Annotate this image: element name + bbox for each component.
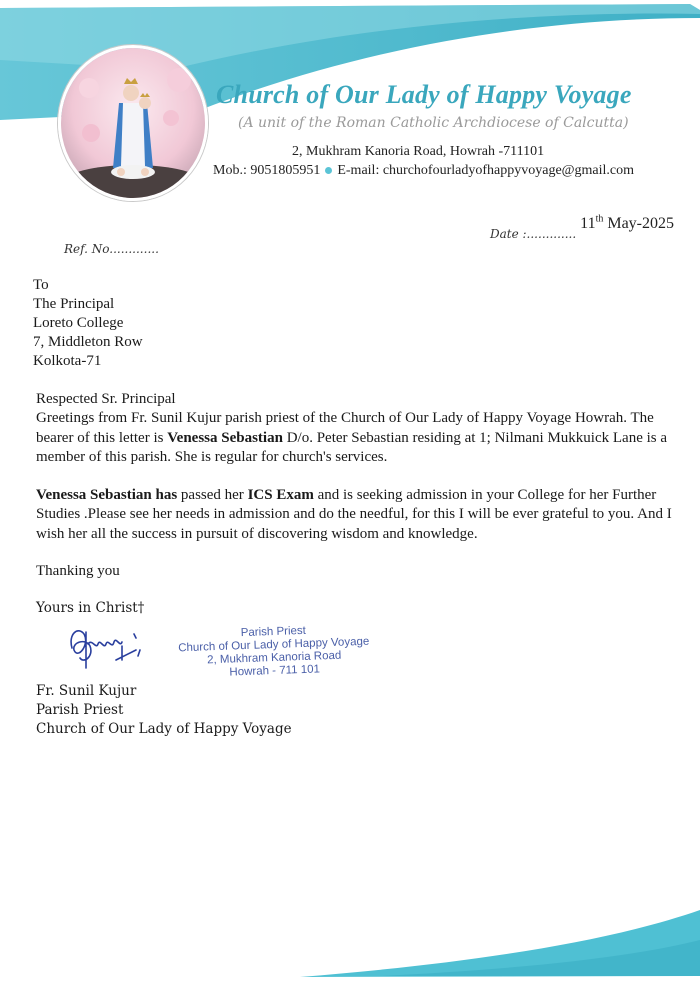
recipient-line: The Principal (33, 296, 115, 312)
madonna-medallion-image (58, 45, 208, 201)
exam-name: ICS Exam (247, 486, 314, 503)
stamp-line: Howrah - 711 101 (229, 663, 321, 679)
organization-contact (213, 163, 634, 179)
signer-block (36, 682, 678, 739)
organization-address: 2, Mukhram Kanoria Road, Howrah -711101 (292, 144, 545, 159)
recipient-line: Kolkota-71 (33, 353, 102, 369)
parish-priest-stamp (173, 623, 375, 682)
thanks-line: Thanking you (36, 563, 120, 579)
stamp-line: Church of Our Lady of Happy Voyage (178, 635, 370, 655)
bullet-dot-icon (325, 167, 332, 174)
date-day: 11 (580, 215, 596, 232)
stamp-line: Parish Priest (240, 624, 307, 640)
signature-area (36, 620, 678, 680)
email-address: E-mail: churchofourladyofhappyvoyage@gmail.com (337, 163, 635, 178)
paragraph-text: and is seeking admission in your College for her Further Studies .Please see her needs in admission and do the needful, for this I will be ever grateful to you. And I wish her all the success in pursuit of discovering wisdom and knowledge. (36, 486, 672, 542)
date-month-year: May-2025 (603, 215, 674, 232)
signer-name: Fr. Sunil Kujur (36, 683, 137, 699)
student-name: Venessa Sebastian (167, 429, 283, 446)
date-row (490, 213, 674, 242)
reference-number: Ref. No............. (64, 242, 159, 256)
signer-organization: Church of Our Lady of Happy Voyage (36, 721, 292, 737)
date-value (580, 214, 674, 234)
body-paragraph-1 (36, 409, 678, 468)
recipient-line: To (33, 277, 49, 293)
body-paragraph-2 (36, 486, 678, 545)
organization-subtitle: (A unit of the Roman Catholic Archdiocese of Calcutta) (238, 115, 629, 131)
letter-body (36, 390, 678, 739)
stamp-line: 2, Mukhram Kanoria Road (206, 649, 342, 667)
paragraph-text: passed her (177, 486, 248, 503)
paragraph-text: Greetings from Fr. Sunil Kujur parish priest of the Church of Our Lady of Happy Voyage Howrah. The bearer of this letter is (36, 410, 654, 446)
closing-line: Yours in Christ† (36, 600, 145, 616)
handwritten-signature (64, 620, 154, 680)
date-label: Date :............. (490, 227, 577, 241)
student-name: Venessa Sebastian has (36, 486, 178, 503)
paragraph-text: D/o. Peter Sebastian residing at 1; Nilmani Mukkuick Lane is a member of this parish. She is regular for church's services. (36, 429, 668, 465)
recipient-line: Loreto College (33, 315, 124, 331)
organization-name: Church of Our Lady of Happy Voyage (216, 80, 632, 109)
date-suffix: th (595, 213, 604, 225)
mobile-number: Mob.: 9051805951 (213, 163, 321, 178)
signer-title: Parish Priest (36, 702, 124, 718)
recipient-address-block (33, 276, 143, 371)
recipient-line: 7, Middleton Row (33, 334, 143, 350)
salutation: Respected Sr. Principal (36, 391, 176, 407)
madonna-statue-illustration (61, 48, 205, 198)
